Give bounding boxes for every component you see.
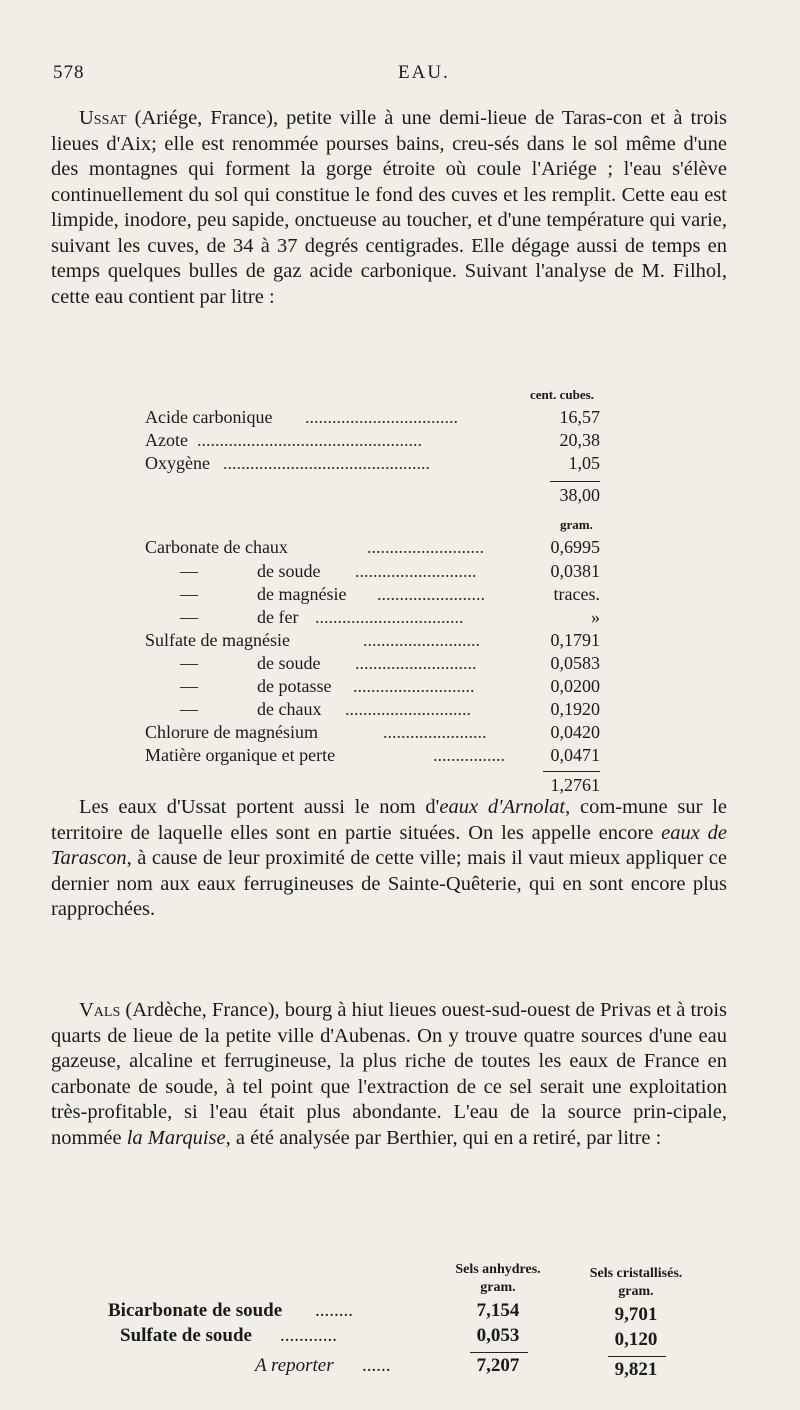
table-row: — de chaux ............................ 0,1920: [180, 699, 600, 719]
ussat-text: (Ariége, France), petite ville à une demi-lieue de Taras-con et à trois lieues d'Aix; elle est renommée pourses bains, creu-sés dans le sol même d'une des montagnes qui forment la gorge étroite où coule l'Ariége ; l'eau s'élève continuellement du sol qui constitue le fond des cuves et les remplit. Cette eau est limpide, inodore, peu sapide, onctueuse au toucher, et d'une température qui varie, suivant les cuves, de 34 à 37 degrés centigrades. Elle dégage aussi de temps en temps quelques bulles de gaz acide carbonique. Suivant l'analyse de M. Filhol, cette eau contient par litre :: [51, 107, 727, 308]
unit-label: gram.: [480, 1280, 516, 1295]
sum-rule: [550, 481, 600, 482]
italic-name: la Marquise: [126, 1126, 226, 1149]
row-label: de potasse: [257, 676, 332, 696]
vals-paragraph: Vals (Ardèche, France), bourg à hiut lieues ouest-sud-ouest de Privas et à trois quarts de lieue de la petite ville d'Aubenas. On y trouve quatre sources d'une eau gazeuse, alcaline et ferrugineuse, la plus riche de toutes les eaux de France en carbonate de soude, à tel point que l'extraction de ce sel serait une exploitation très-profitable, si l'eau était plus abondante. L'eau de la source prin-cipale, nommée la Marquise, a été analysée par Berthier, qui en a retiré, par litre :: [51, 999, 727, 1149]
ditto-mark: —: [180, 607, 198, 627]
table-row: — de soude ........................... 0,0381: [180, 561, 600, 581]
table-row: — de fer ................................. »: [180, 607, 600, 627]
row-value: 0,053: [476, 1325, 520, 1346]
row-value: 0,1791: [550, 630, 600, 650]
row-label: Carbonate de chaux: [145, 537, 288, 557]
row-value: 20,38: [559, 430, 600, 450]
row-label: Sulfate de magnésie: [145, 630, 290, 650]
table-row-total: [145, 485, 605, 507]
row-value: 0,0381: [550, 561, 600, 581]
row-label: de chaux: [257, 699, 322, 719]
row-value: 7,154: [476, 1300, 520, 1321]
row-label: Bicarbonate de soude: [108, 1300, 283, 1321]
italic-name: eaux de Tarascon: [51, 821, 727, 869]
entry-name-vals: Vals: [79, 999, 121, 1021]
italic-name: eaux d'Arnolat: [439, 796, 566, 818]
carry-value: 7,207: [476, 1355, 520, 1376]
col-header: Sels cristallisés.: [589, 1266, 683, 1281]
table-row: — de soude ........................... 0,0583: [180, 653, 600, 673]
ditto-mark: —: [180, 584, 198, 604]
row-value: 0,0583: [550, 653, 600, 673]
table-row-total: [145, 775, 605, 797]
salt-total: 1,2761: [550, 775, 600, 795]
row-value: 9,701: [614, 1304, 658, 1325]
row-value: 0,1920: [550, 699, 600, 719]
row-label: Sulfate de soude: [120, 1325, 252, 1346]
row-label: de magnésie: [257, 584, 347, 604]
ditto-mark: —: [180, 676, 198, 696]
row-value: 0,0200: [550, 676, 600, 696]
row-label: Oxygène: [145, 453, 210, 473]
sum-rule: [470, 1352, 528, 1353]
table-row: Matière organique et perte ................ 0,0471: [145, 745, 600, 765]
row-value: 1,05: [568, 453, 600, 473]
table-row: Sulfate de soude ............ 0,053 0,120: [100, 1325, 720, 1349]
col-header: Sels anhydres.: [455, 1262, 541, 1277]
table-row: Sulfate de magnésie .......................... 0,1791: [145, 630, 600, 650]
ditto-mark: —: [180, 561, 198, 581]
unit-label: gram.: [618, 1284, 654, 1299]
page-header: [53, 62, 743, 92]
page-number: 578: [53, 62, 85, 83]
row-value: 0,120: [614, 1329, 658, 1350]
row-value: traces.: [553, 584, 600, 604]
row-label: de soude: [257, 653, 321, 673]
gas-total: 38,00: [559, 485, 600, 505]
ussat-paragraph: [51, 106, 727, 310]
row-value: 0,0420: [550, 722, 600, 742]
table-row: — de magnésie ........................ traces.: [180, 584, 600, 604]
gas-unit-header: cent. cubes.: [530, 387, 594, 402]
row-value: »: [591, 607, 600, 627]
table-row: Chlorure de magnésium ....................... 0,0420: [145, 722, 600, 742]
table-row: Oxygène .............................................. 1,05: [145, 453, 600, 473]
table-row: Carbonate de chaux .......................... 0,6995: [145, 537, 600, 557]
table-row: — de potasse ........................... 0,0200: [180, 676, 600, 696]
row-value: 0,6995: [550, 537, 600, 557]
table-row-carry: A reporter ...... 7,207 9,821: [100, 1355, 720, 1379]
carry-label: A reporter: [255, 1355, 334, 1376]
row-label: Chlorure de magnésium: [145, 722, 318, 742]
table-row: Azote .................................................. 20,38: [145, 430, 600, 450]
row-value: 16,57: [559, 407, 600, 427]
carry-value: 9,821: [614, 1359, 658, 1380]
row-label: de soude: [257, 561, 321, 581]
row-label: Matière organique et perte: [145, 745, 336, 765]
table-row: Acide carbonique .................................. 16,57: [145, 407, 600, 427]
running-title: EAU.: [398, 62, 450, 83]
entry-name-ussat: Ussat: [79, 107, 127, 129]
row-label: de fer: [257, 607, 299, 627]
row-label: Acide carbonique: [145, 407, 273, 427]
ditto-mark: —: [180, 653, 198, 673]
salt-unit-header: gram.: [560, 517, 593, 532]
sum-rule: [543, 771, 600, 772]
row-value: 0,0471: [550, 745, 600, 765]
row-label: Azote: [145, 430, 188, 450]
ditto-mark: —: [180, 699, 198, 719]
table-row: Bicarbonate de soude ........ 7,154 9,701: [100, 1300, 720, 1324]
ussat-followup-paragraph: Les eaux d'Ussat portent aussi le nom d'eaux d'Arnolat, com-mune sur le territoire de laquelle elles sont en partie situées. On les appelle encore eaux de Tarascon, à cause de leur proximité de cette ville; mais il vaut mieux appliquer ce dernier nom aux eaux ferrugineuses de Sainte-Quêterie, qui en sont encore plus rapprochées.: [51, 796, 728, 920]
